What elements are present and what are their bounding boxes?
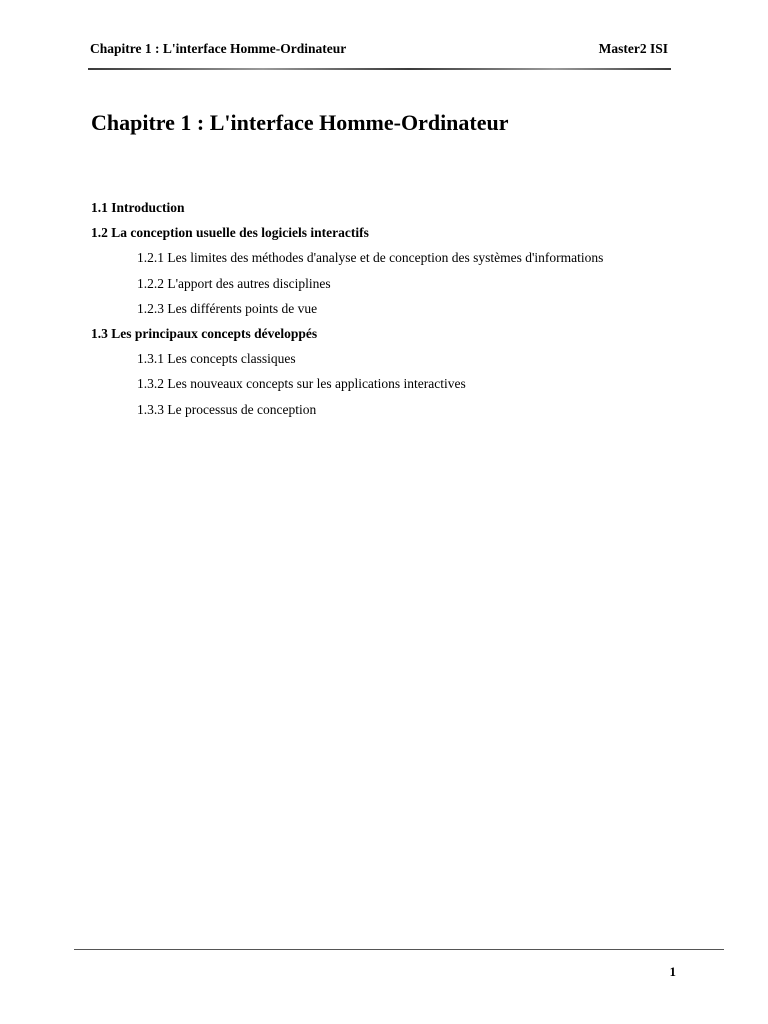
toc-subsection-1-2-2: 1.2.2 L'apport des autres disciplines [137, 275, 331, 291]
toc-section-1-1: 1.1 Introduction [91, 200, 185, 215]
toc-section-1-3: 1.3 Les principaux concepts développés [91, 325, 318, 341]
toc-subsection-1-3-1: 1.3.1 Les concepts classiques [137, 351, 296, 367]
toc-subsection-1-3-2: 1.3.2 Les nouveaux concepts sur les applications interactives [137, 376, 466, 392]
toc-subsection-1-2-1: 1.2.1 Les limites des méthodes d'analyse et de conception des systèmes d'informations [137, 250, 604, 266]
toc-subsection-1-3-3: 1.3.3 Le processus de conception [137, 401, 317, 417]
header-chapter-title: Chapitre 1 : L'interface Homme-Ordinateur [90, 41, 347, 56]
footer-divider [74, 949, 724, 950]
chapter-title: Chapitre 1 : L'interface Homme-Ordinateur [91, 110, 509, 135]
toc-section-1-2: 1.2 La conception usuelle des logiciels interactifs [91, 225, 369, 241]
toc-subsection-1-2-3: 1.2.3 Les différents points de vue [137, 300, 318, 316]
header-course-name: Master2 ISI [598, 41, 668, 56]
table-of-contents [91, 199, 711, 426]
header-divider [88, 68, 671, 70]
page-number: 1 [669, 964, 676, 979]
page-header [90, 41, 668, 63]
